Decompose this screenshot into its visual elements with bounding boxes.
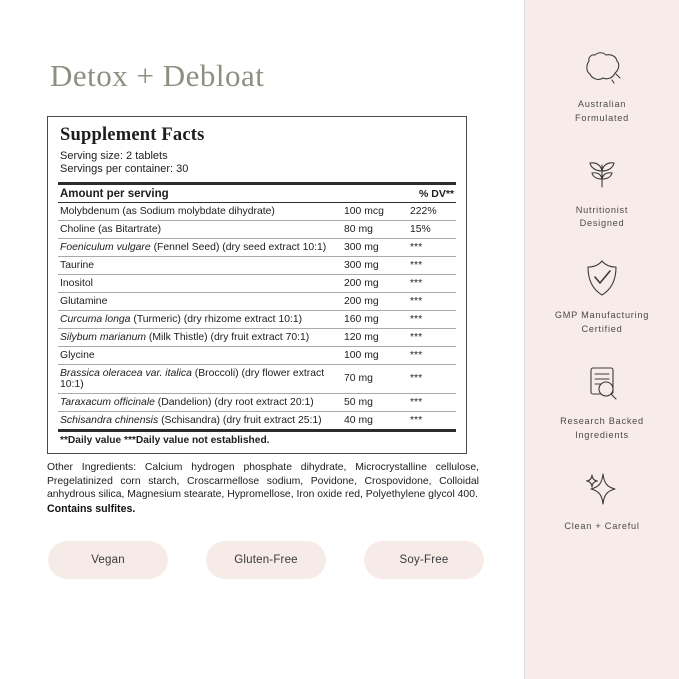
ingredient-name: Glutamine bbox=[58, 292, 342, 310]
ingredients-table bbox=[58, 202, 456, 429]
ingredient-name: Silybum marianum (Milk Thistle) (dry fruit extract 70:1) bbox=[58, 328, 342, 346]
ingredient-amount: 160 mg bbox=[342, 310, 408, 328]
ingredient-daily-value: *** bbox=[408, 393, 456, 411]
ingredient-name: Choline (as Bitartrate) bbox=[58, 220, 342, 238]
ingredient-daily-value: *** bbox=[408, 256, 456, 274]
table-row bbox=[58, 328, 456, 346]
table-row bbox=[58, 238, 456, 256]
badge-label-line1: Research Backed bbox=[560, 415, 644, 426]
ingredient-latin-name: Schisandra chinensis bbox=[60, 414, 159, 426]
ingredient-daily-value: *** bbox=[408, 346, 456, 364]
amount-per-serving-row bbox=[58, 185, 456, 202]
daily-value-header: % DV** bbox=[418, 187, 454, 200]
supplement-facts-title: Supplement Facts bbox=[60, 125, 205, 145]
other-ingredients-text: Other Ingredients: Calcium hydrogen phosphate dihydrate, Microcrystalline cellulose, Pregelatinized corn starch, Croscarmellose sodium, Povidone, Crospovidone, Colloidal anhydrous silica, Magnesium stearate, Hypromellose, Iron oxide red, Polyethylene glycol 400. bbox=[47, 461, 479, 501]
badge-australian-formulated bbox=[575, 44, 629, 126]
ingredient-amount: 120 mg bbox=[342, 328, 408, 346]
ingredient-amount: 50 mg bbox=[342, 393, 408, 411]
ingredient-latin-name: Taraxacum officinale bbox=[60, 396, 155, 408]
ingredient-latin-name: Brassica oleracea var. italica bbox=[60, 367, 192, 379]
badge-label-line1: GMP Manufacturing bbox=[554, 310, 650, 321]
ingredient-name: Foeniculum vulgare (Fennel Seed) (dry seed extract 10:1) bbox=[58, 238, 342, 256]
ingredient-daily-value: *** bbox=[408, 274, 456, 292]
table-row bbox=[58, 274, 456, 292]
ingredient-amount: 200 mg bbox=[342, 292, 408, 310]
ingredient-name: Brassica oleracea var. italica (Broccoli) (dry flower extract 10:1) bbox=[58, 364, 342, 393]
trust-badges-panel bbox=[525, 0, 679, 679]
ingredient-daily-value: *** bbox=[408, 411, 456, 429]
page-title: Detox + Debloat bbox=[50, 58, 265, 93]
daily-value-footnote: **Daily value ***Daily value not established. bbox=[58, 429, 456, 447]
table-row bbox=[58, 202, 456, 220]
badge-label-line2: Ingredients bbox=[575, 429, 629, 440]
checkmark-shield-icon bbox=[579, 255, 625, 301]
ingredient-latin-name: Foeniculum vulgare bbox=[60, 241, 151, 253]
ingredient-daily-value: *** bbox=[408, 238, 456, 256]
table-row bbox=[58, 346, 456, 364]
ingredient-latin-name: Curcuma longa bbox=[60, 313, 131, 325]
table-row bbox=[58, 364, 456, 393]
ingredient-name: Taraxacum officinale (Dandelion) (dry root extract 20:1) bbox=[58, 393, 342, 411]
attribute-pill-group bbox=[48, 541, 484, 579]
badge-gmp-certified bbox=[555, 255, 649, 337]
table-row bbox=[58, 310, 456, 328]
ingredient-amount: 300 mg bbox=[342, 256, 408, 274]
ingredient-name: Curcuma longa (Turmeric) (dry rhizome extract 10:1) bbox=[58, 310, 342, 328]
badge-nutritionist-designed bbox=[576, 150, 628, 232]
table-row bbox=[58, 411, 456, 429]
ingredient-daily-value: *** bbox=[408, 292, 456, 310]
research-magnifier-icon bbox=[579, 361, 625, 407]
ingredient-daily-value: *** bbox=[408, 310, 456, 328]
badge-label-line2: Formulated bbox=[575, 112, 629, 123]
pill-vegan: Vegan bbox=[48, 541, 168, 579]
badge-label-line2: Designed bbox=[579, 218, 625, 229]
leaf-sprig-icon bbox=[579, 150, 625, 196]
badge-clean-careful bbox=[564, 466, 639, 534]
ingredient-daily-value: *** bbox=[408, 328, 456, 346]
table-row bbox=[58, 220, 456, 238]
ingredient-name: Molybdenum (as Sodium molybdate dihydrate) bbox=[58, 202, 342, 220]
ingredient-amount: 40 mg bbox=[342, 411, 408, 429]
ingredient-amount: 80 mg bbox=[342, 220, 408, 238]
table-row bbox=[58, 393, 456, 411]
serving-size: Serving size: 2 tablets bbox=[60, 150, 168, 162]
ingredient-name: Taurine bbox=[58, 256, 342, 274]
contains-allergens-text: Contains sulfites. bbox=[47, 503, 136, 516]
badge-label-line1: Clean + Careful bbox=[564, 521, 640, 532]
ingredient-name: Schisandra chinensis (Schisandra) (dry fruit extract 25:1) bbox=[58, 411, 342, 429]
servings-per-container: Servings per container: 30 bbox=[60, 163, 189, 176]
supplement-facts-panel bbox=[47, 116, 467, 454]
ingredient-daily-value: 15% bbox=[408, 220, 456, 238]
ingredient-latin-name: Silybum marianum bbox=[60, 331, 147, 343]
badge-research-backed bbox=[560, 361, 644, 443]
table-row bbox=[58, 292, 456, 310]
amount-per-serving-label: Amount per serving bbox=[60, 187, 169, 200]
pill-gluten-free: Gluten-Free bbox=[206, 541, 326, 579]
ingredient-daily-value: 222% bbox=[408, 202, 456, 220]
ingredient-name: Inositol bbox=[58, 274, 342, 292]
table-row bbox=[58, 256, 456, 274]
ingredient-amount: 70 mg bbox=[342, 364, 408, 393]
ingredient-amount: 300 mg bbox=[342, 238, 408, 256]
ingredient-amount: 100 mg bbox=[342, 346, 408, 364]
badge-label-line2: Certified bbox=[581, 323, 623, 334]
badge-label-line1: Nutritionist bbox=[575, 204, 629, 215]
australia-map-icon bbox=[579, 44, 625, 90]
ingredient-amount: 200 mg bbox=[342, 274, 408, 292]
ingredient-amount: 100 mcg bbox=[342, 202, 408, 220]
ingredient-name: Glycine bbox=[58, 346, 342, 364]
badge-label-line1: Australian bbox=[577, 99, 627, 109]
ingredient-daily-value: *** bbox=[408, 364, 456, 393]
pill-soy-free: Soy-Free bbox=[364, 541, 484, 579]
sparkle-icon bbox=[579, 466, 625, 512]
